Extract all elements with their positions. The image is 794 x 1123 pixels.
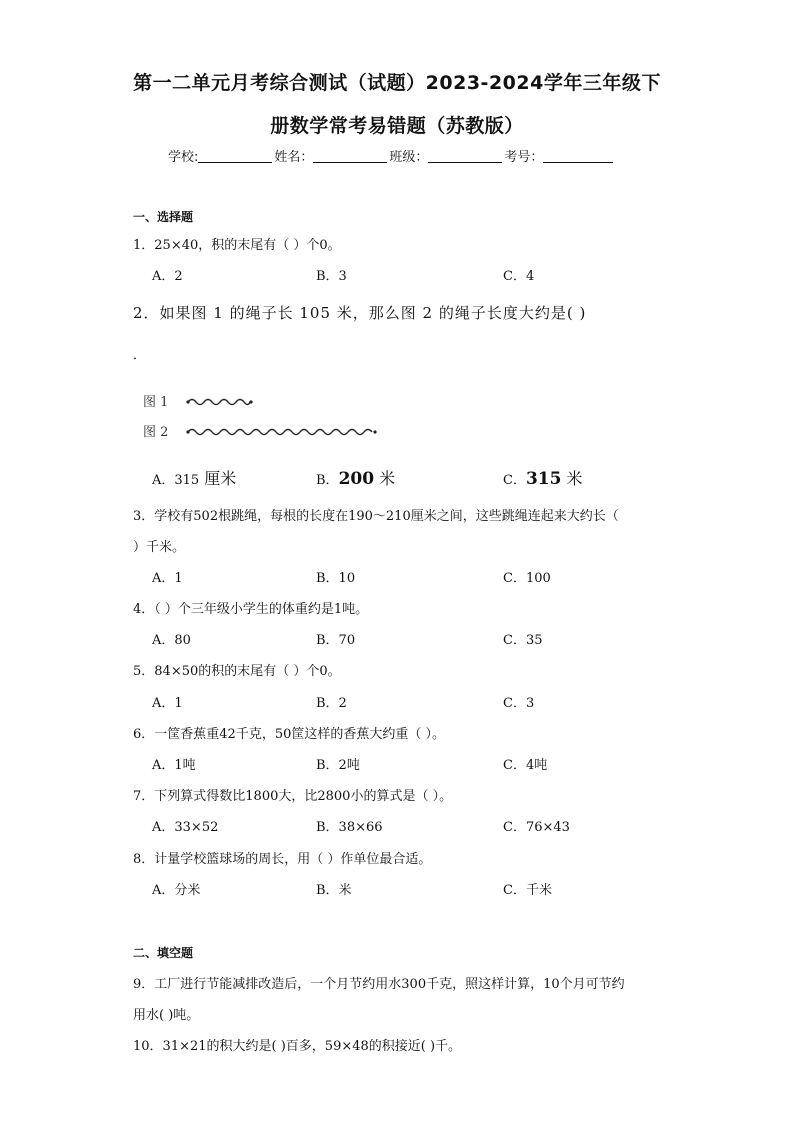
question-9: 9．工厂进行节能减排改造后，一个月节约用水300千克，照这样计算，10个月可节约 bbox=[133, 977, 625, 992]
q4-option-c[interactable]: C．35 bbox=[503, 633, 543, 648]
question-3-continuation: ）千米。 bbox=[133, 540, 186, 555]
question-7: 7．下列算式得数比1800大，比2800小的算式是（ ）。 bbox=[133, 789, 453, 804]
page-title-line1: 第一二单元月考综合测试（试题）2023-2024学年三年级下 bbox=[133, 72, 661, 94]
q5-option-b[interactable]: B．2 bbox=[316, 696, 347, 711]
question-3: 3．学校有502根跳绳，每根的长度在190～210厘米之间，这些跳绳连起来大约长（ bbox=[133, 509, 619, 524]
q6-option-a[interactable]: A．1吨 bbox=[152, 758, 196, 773]
question-6: 6．一筐香蕉重42千克，50筐这样的香蕉大约重（ ）。 bbox=[133, 727, 445, 742]
school-blank[interactable] bbox=[198, 148, 272, 163]
question-2-continuation: ． bbox=[133, 348, 147, 363]
section-fill-heading: 二、填空题 bbox=[133, 946, 194, 960]
question-1: 1．25×40，积的末尾有（ ）个0。 bbox=[133, 238, 341, 253]
question-4: 4．（ ）个三年级小学生的体重约是1吨。 bbox=[133, 602, 369, 617]
name-label: 姓名： bbox=[274, 150, 314, 165]
q2-option-b[interactable] bbox=[316, 466, 395, 489]
q2-option-c-unit: 米 bbox=[561, 469, 583, 488]
q7-option-c[interactable]: C．76×43 bbox=[503, 820, 570, 835]
q1-option-b[interactable]: B．3 bbox=[316, 269, 347, 284]
q5-option-c[interactable]: C．3 bbox=[503, 696, 535, 711]
q2-option-a-unit: 厘米 bbox=[199, 469, 237, 488]
q3-option-a[interactable]: A．1 bbox=[152, 571, 183, 586]
q5-option-a[interactable]: A．1 bbox=[152, 696, 183, 711]
q2-option-c-number: 315 bbox=[525, 469, 562, 489]
q7-option-a[interactable]: A．33×52 bbox=[152, 820, 219, 835]
page-title-line2: 册数学常考易错题（苏教版） bbox=[270, 115, 524, 137]
rope-2-image bbox=[186, 424, 380, 438]
figure-2-label: 图 2 bbox=[143, 425, 169, 440]
exam-number-label: 考号： bbox=[504, 150, 544, 165]
q2-option-b-prefix: B． bbox=[316, 473, 339, 488]
q6-option-c[interactable]: C．4吨 bbox=[503, 758, 548, 773]
q3-option-c[interactable]: C．100 bbox=[503, 571, 551, 586]
q8-option-b[interactable]: B．米 bbox=[316, 883, 352, 898]
q1-option-a[interactable]: A．2 bbox=[152, 269, 183, 284]
q2-option-c-prefix: C． bbox=[503, 473, 526, 488]
q8-option-c[interactable]: C．千米 bbox=[503, 883, 552, 898]
q2-option-a[interactable] bbox=[152, 466, 236, 489]
q7-option-b[interactable]: B．38×66 bbox=[316, 820, 383, 835]
question-5: 5．84×50的积的末尾有（ ）个0。 bbox=[133, 664, 341, 679]
class-label: 班级： bbox=[389, 150, 429, 165]
rope-1-image bbox=[186, 394, 258, 408]
q2-option-c[interactable] bbox=[503, 466, 583, 489]
section-choice-heading: 一、选择题 bbox=[133, 210, 194, 224]
exam-number-blank[interactable] bbox=[543, 148, 613, 163]
q2-option-b-unit: 米 bbox=[374, 469, 396, 488]
name-blank[interactable] bbox=[313, 148, 387, 163]
q4-option-b[interactable]: B．70 bbox=[316, 633, 356, 648]
student-info-row bbox=[168, 146, 615, 165]
q6-option-b[interactable]: B．2吨 bbox=[316, 758, 360, 773]
q3-option-b[interactable]: B．10 bbox=[316, 571, 356, 586]
figure-1-label: 图 1 bbox=[143, 395, 169, 410]
q8-option-a[interactable]: A．分米 bbox=[152, 883, 201, 898]
q2-option-a-prefix: A．315 bbox=[152, 473, 200, 488]
class-blank[interactable] bbox=[428, 148, 502, 163]
question-8: 8．计量学校篮球场的周长，用（ ）作单位最合适。 bbox=[133, 852, 432, 867]
question-9-continuation: 用水( )吨。 bbox=[133, 1008, 200, 1023]
question-2: 2．如果图 1 的绳子长 105 米，那么图 2 的绳子长度大约是( ) bbox=[133, 304, 587, 322]
school-label: 学校: bbox=[168, 150, 199, 165]
question-10: 10．31×21的积大约是( )百多，59×48的积接近( )千。 bbox=[133, 1039, 462, 1054]
q4-option-a[interactable]: A．80 bbox=[152, 633, 191, 648]
q1-option-c[interactable]: C．4 bbox=[503, 269, 535, 284]
q2-option-b-number: 200 bbox=[338, 469, 375, 489]
